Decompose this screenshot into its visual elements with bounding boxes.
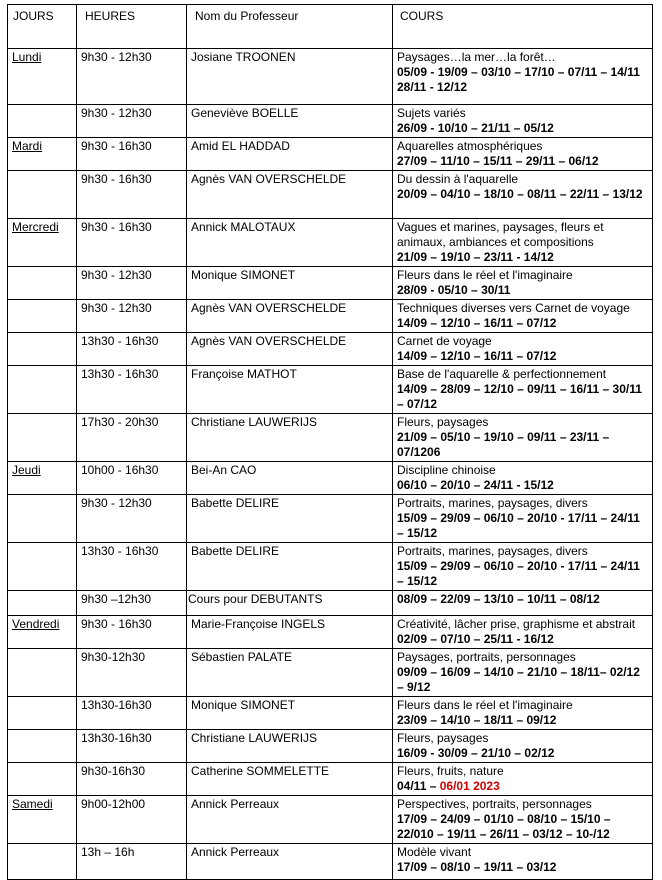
day-label: Samedi (12, 797, 53, 811)
course-cell (393, 649, 653, 697)
table-row (8, 333, 653, 366)
table-row (8, 414, 653, 462)
course-cell (393, 462, 653, 495)
course-dates-text: 16/09 - 30/09 – 21/10 – 02/12 (397, 746, 555, 760)
professor-cell: Christiane LAUWERIJS (187, 414, 393, 462)
hours-cell: 17h30 - 20h30 (77, 414, 187, 462)
course-dates-text: 17/09 – 24/09 – 01/10 – 08/10 – 15/10 – 22/010 – 19/11 – 26/11 – 03/12 – 10-/12 (397, 812, 611, 841)
hours-cell: 13h – 16h (77, 844, 187, 880)
hours-cell: 9h30 - 12h30 (77, 267, 187, 300)
day-cell (8, 138, 77, 171)
header-hours: HEURES (77, 5, 187, 49)
day-label: Jeudi (12, 463, 41, 477)
hours-cell: 9h30 - 12h30 (77, 105, 187, 138)
table-row (8, 138, 653, 171)
professor-cell: Agnès VAN OVERSCHELDE (187, 171, 393, 219)
course-dates-text: 21/09 – 05/10 – 19/10 – 09/11 – 23/11 – 07/1206 (397, 430, 610, 459)
course-cell (393, 763, 653, 796)
professor-cell: Françoise MATHOT (187, 366, 393, 414)
course-dates (397, 250, 648, 265)
hours-cell: 9h30 - 16h30 (77, 616, 187, 649)
course-dates-text: 26/09 - 10/10 – 21/11 – 05/12 (397, 121, 554, 135)
professor-cell: Babette DELIRE (187, 495, 393, 543)
course-dates-text: 09/09 – 16/09 – 14/10 – 21/10 – 18/11– 02/12 – 9/12 (397, 665, 640, 694)
day-cell (8, 366, 77, 414)
table-row (8, 730, 653, 763)
day-cell (8, 616, 77, 649)
table-row (8, 543, 653, 591)
course-dates (397, 713, 648, 728)
hours-cell: 13h30 - 16h30 (77, 366, 187, 414)
course-cell (393, 49, 653, 105)
course-title: Aquarelles atmosphériques (397, 139, 543, 153)
course-dates-text: 21/09 – 19/10 – 23/11 - 14/12 (397, 250, 554, 264)
table-row (8, 649, 653, 697)
course-title: Paysages, portraits, personnages (397, 650, 576, 664)
professor-cell: Amid EL HADDAD (187, 138, 393, 171)
course-title: Carnet de voyage (397, 334, 492, 348)
course-dates-text: 27/09 – 11/10 – 15/11 – 29/11 – 06/12 (397, 154, 599, 168)
course-dates-text: 14/09 – 28/09 – 12/10 – 09/11 – 16/11 – 30/11 – 07/12 (397, 382, 642, 411)
table-row (8, 105, 653, 138)
course-cell (393, 138, 653, 171)
hours-cell: 9h30-12h30 (77, 649, 187, 697)
table-row (8, 591, 653, 616)
day-cell (8, 730, 77, 763)
course-title: Portraits, marines, paysages, divers (397, 496, 588, 510)
course-dates (397, 812, 648, 842)
professor-cell: Sébastien PALATE (187, 649, 393, 697)
day-label: Lundi (12, 50, 42, 64)
course-title: Sujets variés (397, 106, 466, 120)
course-title: Fleurs, paysages (397, 731, 489, 745)
hours-cell: 9h30 - 12h30 (77, 495, 187, 543)
course-dates (397, 65, 648, 95)
course-schedule-table (7, 4, 653, 880)
course-cell (393, 105, 653, 138)
course-dates (397, 860, 648, 875)
professor-cell: Geneviève BOELLE (187, 105, 393, 138)
professor-cell: Annick Perreaux (187, 796, 393, 844)
hours-cell: 13h30-16h30 (77, 730, 187, 763)
course-cell (393, 591, 653, 616)
course-cell (393, 844, 653, 880)
day-cell (8, 844, 77, 880)
course-dates (397, 665, 648, 695)
day-cell (8, 333, 77, 366)
professor-cell: Monique SIMONET (187, 267, 393, 300)
course-dates (397, 478, 648, 493)
table-row (8, 796, 653, 844)
course-cell (393, 697, 653, 730)
course-dates-text: 20/09 – 04/10 – 18/10 – 08/11 – 22/11 – 13/12 (397, 187, 643, 201)
professor-cell: Monique SIMONET (187, 697, 393, 730)
course-dates (397, 382, 648, 412)
course-cell (393, 171, 653, 219)
professor-cell: Annick Perreaux (187, 844, 393, 880)
course-dates-text: 14/09 – 12/10 – 16/11 – 07/12 (397, 316, 557, 330)
course-cell (393, 495, 653, 543)
course-dates-text: 28/09 - 05/10 – 30/11 (397, 283, 511, 297)
table-row (8, 366, 653, 414)
course-dates (397, 632, 648, 647)
table-row (8, 267, 653, 300)
day-cell (8, 763, 77, 796)
professor-cell: Christiane LAUWERIJS (187, 730, 393, 763)
course-cell (393, 219, 653, 267)
table-row (8, 697, 653, 730)
table-row (8, 49, 653, 105)
course-dates-text: 05/09 - 19/09 – 03/10 – 17/10 – 07/11 – 14/11 28/11 - 12/12 (397, 65, 640, 94)
course-title: Fleurs dans le réel et l'imaginaire (397, 698, 573, 712)
header-row (8, 5, 653, 49)
day-cell (8, 414, 77, 462)
course-dates-text: 17/09 – 08/10 – 19/11 – 03/12 (397, 860, 557, 874)
professor-cell: Catherine SOMMELETTE (187, 763, 393, 796)
course-dates (397, 187, 648, 202)
professor-cell: Agnès VAN OVERSCHELDE (187, 333, 393, 366)
day-cell (8, 697, 77, 730)
course-title: Perspectives, portraits, personnages (397, 797, 592, 811)
course-cell (393, 267, 653, 300)
header-professor: Nom du Professeur (187, 5, 393, 49)
course-dates-text: 14/09 – 12/10 – 16/11 – 07/12 (397, 349, 557, 363)
schedule-body (8, 49, 653, 880)
course-cell (393, 616, 653, 649)
day-cell (8, 105, 77, 138)
course-cell (393, 414, 653, 462)
table-row (8, 616, 653, 649)
course-dates-text: 06/10 – 20/10 – 24/11 - 15/12 (397, 478, 554, 492)
hours-cell: 9h30 - 12h30 (77, 49, 187, 105)
table-row (8, 763, 653, 796)
course-dates-text: 04/11 – (397, 779, 440, 793)
day-cell (8, 219, 77, 267)
course-dates-text: 08/09 – 22/09 – 13/10 – 10/11 – 08/12 (397, 592, 600, 606)
hours-cell: 10h00 - 16h30 (77, 462, 187, 495)
hours-cell: 9h30-16h30 (77, 763, 187, 796)
hours-cell: 9h30 - 12h30 (77, 300, 187, 333)
day-cell (8, 543, 77, 591)
day-cell (8, 462, 77, 495)
course-title: Créativité, lâcher prise, graphisme et abstrait (397, 617, 636, 631)
course-cell (393, 543, 653, 591)
day-cell (8, 267, 77, 300)
course-dates (397, 430, 648, 460)
hours-cell: 13h30-16h30 (77, 697, 187, 730)
header-day: JOURS (8, 5, 77, 49)
course-cell (393, 366, 653, 414)
day-cell (8, 649, 77, 697)
day-cell (8, 49, 77, 105)
course-title: Techniques diverses vers Carnet de voyage (397, 301, 630, 315)
course-dates (397, 154, 648, 169)
course-dates-text: 23/09 – 14/10 – 18/11 – 09/12 (397, 713, 557, 727)
course-dates (397, 746, 648, 761)
hours-cell: 13h30 - 16h30 (77, 333, 187, 366)
day-label: Mercredi (12, 220, 59, 234)
course-title: Portraits, marines, paysages, divers (397, 544, 588, 558)
course-dates (397, 316, 648, 331)
table-row (8, 462, 653, 495)
course-cell (393, 333, 653, 366)
course-dates-highlight: 06/01 2023 (439, 779, 500, 793)
course-dates (397, 121, 648, 136)
hours-cell: 9h30 - 16h30 (77, 219, 187, 267)
table-row (8, 844, 653, 880)
table-row (8, 219, 653, 267)
hours-cell: 9h30 - 16h30 (77, 138, 187, 171)
course-dates-text: 15/09 – 29/09 – 06/10 – 20/10 - 17/11 – 24/11 – 15/12 (397, 559, 640, 588)
day-cell (8, 171, 77, 219)
professor-cell: Bei-An CAO (187, 462, 393, 495)
professor-cell: Babette DELIRE (187, 543, 393, 591)
course-cell (393, 796, 653, 844)
course-title: Paysages…la mer…la forêt… (397, 50, 556, 64)
course-cell (393, 300, 653, 333)
course-title: Base de l'aquarelle & perfectionnement (397, 367, 607, 381)
course-title: Du dessin à l'aquarelle (397, 172, 519, 186)
table-row (8, 300, 653, 333)
professor-cell: Agnès VAN OVERSCHELDE (187, 300, 393, 333)
table-row (8, 171, 653, 219)
course-dates (397, 592, 648, 607)
course-cell (393, 730, 653, 763)
course-dates (397, 349, 648, 364)
hours-cell: 9h30 –12h30 (77, 591, 187, 616)
course-title: Vagues et marines, paysages, fleurs et animaux, ambiances et compositions (397, 220, 604, 249)
course-title: Fleurs dans le réel et l'imaginaire (397, 268, 573, 282)
professor-cell: Annick MALOTAUX (187, 219, 393, 267)
course-dates (397, 779, 648, 794)
hours-cell: 9h30 - 16h30 (77, 171, 187, 219)
course-title: Modèle vivant (397, 845, 472, 859)
professor-cell: Cours pour DEBUTANTS (187, 591, 393, 616)
day-cell (8, 591, 77, 616)
day-label: Vendredi (12, 617, 60, 631)
course-dates (397, 283, 648, 298)
day-label: Mardi (12, 139, 43, 153)
course-title: Fleurs, paysages (397, 415, 489, 429)
professor-cell: Josiane TROONEN (187, 49, 393, 105)
course-dates-text: 15/09 – 29/09 – 06/10 – 20/10 - 17/11 – 24/11 – 15/12 (397, 511, 640, 540)
day-cell (8, 495, 77, 543)
course-title: Discipline chinoise (397, 463, 496, 477)
table-row (8, 495, 653, 543)
hours-cell: 13h30 - 16h30 (77, 543, 187, 591)
course-dates-text: 02/09 – 07/10 – 25/11 - 16/12 (397, 632, 554, 646)
course-dates (397, 559, 648, 589)
hours-cell: 9h00-12h00 (77, 796, 187, 844)
day-cell (8, 796, 77, 844)
day-cell (8, 300, 77, 333)
course-title: Fleurs, fruits, nature (397, 764, 504, 778)
course-dates (397, 511, 648, 541)
header-course: COURS (393, 5, 653, 49)
professor-cell: Marie-Françoise INGELS (187, 616, 393, 649)
